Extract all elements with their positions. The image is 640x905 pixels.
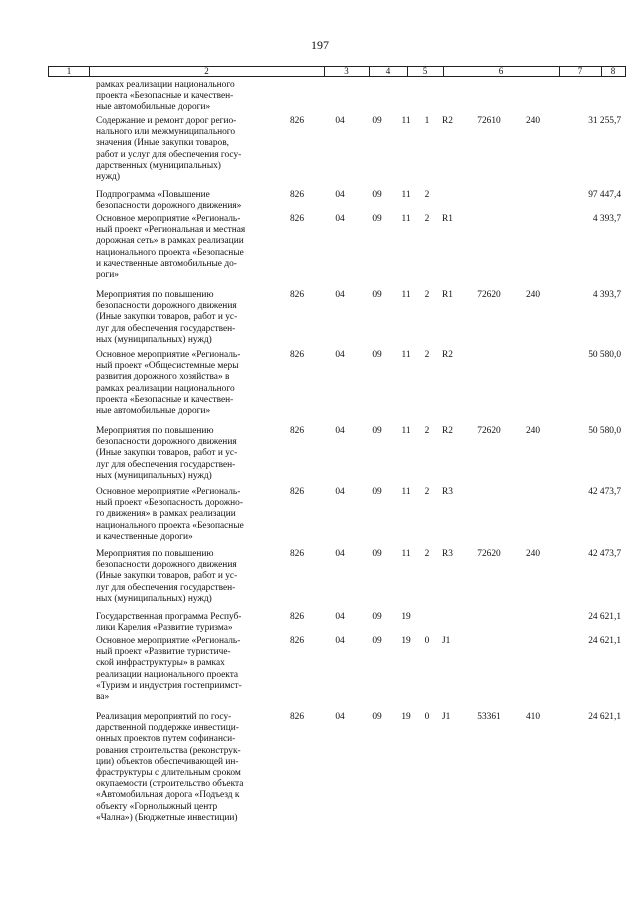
cell-project: R2 <box>442 116 453 126</box>
cell-col-4: 04 <box>335 116 345 126</box>
cell-program: 19 <box>401 636 411 646</box>
description-line: дарственных (муниципальных) <box>96 160 221 171</box>
description-line: лики Карелия «Развитие туризма» <box>96 623 233 634</box>
cell-project: R2 <box>442 350 453 360</box>
row-description <box>96 426 274 482</box>
cell-project: R3 <box>442 549 453 559</box>
row-description <box>96 636 274 703</box>
description-line: ные автомобильные дороги» <box>96 102 211 113</box>
cell-col-5: 09 <box>372 636 382 646</box>
cell-program: 11 <box>401 290 411 300</box>
header-col-5: 5 <box>422 66 428 76</box>
description-line: Подпрограмма «Повышение <box>96 190 210 200</box>
cell-col-3: 826 <box>289 350 305 360</box>
description-line: рования строительства (реконструк- <box>96 745 241 756</box>
cell-project: R1 <box>442 214 453 224</box>
description-line: ный проект «Общесистемные меры <box>96 361 239 372</box>
description-line: ный проект «Развитие туристиче- <box>96 647 231 658</box>
cell-col-3: 826 <box>289 214 305 224</box>
description-line: ный проект «Безопасность дорожно- <box>96 498 243 509</box>
cell-col-5: 09 <box>372 350 382 360</box>
description-line: Мероприятия по повышению <box>96 549 214 559</box>
cell-program: 11 <box>401 487 411 497</box>
description-line: ции) объектов обеспечивающей ин- <box>96 756 239 767</box>
description-line: безопасности дорожного движения <box>96 560 237 571</box>
description-line: рамках реализации национального <box>96 383 235 394</box>
description-line: ва» <box>96 692 110 703</box>
cell-direction: 72620 <box>477 426 501 436</box>
description-line: и качественные дороги» <box>96 531 193 542</box>
cell-project: R2 <box>442 426 453 436</box>
cell-col-4: 04 <box>335 636 345 646</box>
description-line: Основное мероприятие «Региональ- <box>96 214 241 224</box>
description-line: проекта «Безопасные и качествен- <box>96 394 234 405</box>
cell-col-3: 826 <box>289 426 305 436</box>
cell-subprogram: 0 <box>424 636 430 646</box>
description-line: дорожная сеть» в рамках реализации <box>96 236 244 247</box>
cell-col-4: 04 <box>335 487 345 497</box>
cell-program: 19 <box>401 712 411 722</box>
cell-col-7: 240 <box>525 116 541 126</box>
description-line: нального или межмуниципального <box>96 127 236 138</box>
cell-col-7: 240 <box>525 426 541 436</box>
cell-col-4: 04 <box>335 712 345 722</box>
cell-subprogram: 2 <box>424 290 430 300</box>
cell-program: 11 <box>401 214 411 224</box>
description-line: ных (муниципальных) нужд) <box>96 334 212 345</box>
cell-project: R1 <box>442 290 453 300</box>
cell-direction: 72620 <box>477 290 501 300</box>
cell-project: J1 <box>442 712 451 722</box>
header-col-3: 3 <box>344 66 349 76</box>
cell-col-5: 09 <box>372 116 382 126</box>
description-line: луг для обеспечения государствен- <box>96 323 236 334</box>
description-line: онных проектов путем софинанси- <box>96 734 236 745</box>
description-line: (Иные закупки товаров, работ и ус- <box>96 448 238 459</box>
header-col-1: 1 <box>66 66 72 76</box>
cell-col-5: 09 <box>372 612 382 622</box>
cell-col-4: 04 <box>335 549 345 559</box>
cell-col-3: 826 <box>289 612 305 622</box>
cell-program: 11 <box>401 350 411 360</box>
row-description <box>96 80 274 114</box>
description-line: Государственная программа Респуб- <box>96 612 242 622</box>
cell-amount: 50 580,0 <box>588 350 621 360</box>
description-line: го движения» в рамках реализации <box>96 509 236 520</box>
table-header <box>48 66 626 77</box>
cell-subprogram: 2 <box>424 487 430 497</box>
cell-col-4: 04 <box>335 214 345 224</box>
cell-program: 11 <box>401 190 411 200</box>
description-line: ской инфраструктуры» в рамках <box>96 658 225 669</box>
cell-col-3: 826 <box>289 290 305 300</box>
cell-col-5: 09 <box>372 290 382 300</box>
cell-col-7: 240 <box>525 549 541 559</box>
cell-col-3: 826 <box>289 116 305 126</box>
description-line: реализации национального проекта <box>96 669 239 680</box>
cell-direction: 53361 <box>477 712 501 722</box>
cell-amount: 24 621,1 <box>588 612 621 622</box>
cell-col-5: 09 <box>372 426 382 436</box>
description-line: Основное мероприятие «Региональ- <box>96 636 241 646</box>
description-line: Содержание и ремонт дорог регио- <box>96 116 237 126</box>
cell-col-4: 04 <box>335 290 345 300</box>
description-line: «Туризм и индустрия гостеприимст- <box>96 680 242 691</box>
cell-col-5: 09 <box>372 549 382 559</box>
description-line: национального проекта «Безопасные <box>96 247 244 258</box>
description-line: ных (муниципальных) нужд) <box>96 593 212 604</box>
row-description <box>96 116 274 183</box>
header-col-4: 4 <box>385 66 391 76</box>
description-line: «Чална») (Бюджетные инвестиции) <box>96 812 238 823</box>
row-description <box>96 190 274 212</box>
cell-col-7: 240 <box>525 290 541 300</box>
description-line: луг для обеспечения государствен- <box>96 459 236 470</box>
cell-subprogram: 2 <box>424 190 430 200</box>
description-line: роги» <box>96 270 119 281</box>
cell-amount: 42 473,7 <box>588 487 621 497</box>
cell-col-3: 826 <box>289 549 305 559</box>
description-line: (Иные закупки товаров, работ и ус- <box>96 312 238 323</box>
cell-program: 11 <box>401 549 411 559</box>
cell-col-5: 09 <box>372 190 382 200</box>
description-line: Мероприятия по повышению <box>96 290 214 300</box>
cell-col-3: 826 <box>289 190 305 200</box>
cell-subprogram: 2 <box>424 350 430 360</box>
row-description <box>96 549 274 605</box>
description-line: ных (муниципальных) нужд) <box>96 470 212 481</box>
description-line: «Автомобильная дорога «Подъезд к <box>96 790 240 801</box>
page-number: 197 <box>311 38 329 52</box>
row-description <box>96 214 274 281</box>
cell-amount: 50 580,0 <box>588 426 621 436</box>
cell-direction: 72610 <box>477 116 501 126</box>
cell-project: J1 <box>442 636 451 646</box>
cell-amount: 24 621,1 <box>588 712 621 722</box>
cell-amount: 97 447,4 <box>588 190 621 200</box>
cell-amount: 24 621,1 <box>588 636 621 646</box>
cell-program: 19 <box>401 612 411 622</box>
description-line: дарственной поддержке инвестици- <box>96 723 239 734</box>
cell-col-7: 410 <box>525 712 541 722</box>
cell-col-4: 04 <box>335 350 345 360</box>
description-line: Основное мероприятие «Региональ- <box>96 350 241 360</box>
cell-program: 11 <box>401 116 411 126</box>
cell-col-5: 09 <box>372 214 382 224</box>
description-line: безопасности дорожного движения <box>96 301 237 312</box>
cell-col-4: 04 <box>335 190 345 200</box>
description-line: ный проект «Региональная и местная <box>96 225 246 236</box>
cell-amount: 4 393,7 <box>592 214 621 224</box>
description-line: национального проекта «Безопасные <box>96 520 244 531</box>
description-line: Реализация мероприятий по госу- <box>96 712 232 722</box>
description-line: (Иные закупки товаров, работ и ус- <box>96 571 238 582</box>
header-col-7: 7 <box>577 66 583 76</box>
cell-subprogram: 2 <box>424 549 430 559</box>
header-col-2: 2 <box>204 66 209 76</box>
row-description <box>96 290 274 346</box>
cell-col-4: 04 <box>335 426 345 436</box>
header-col-6: 6 <box>498 66 504 76</box>
row-description <box>96 712 274 824</box>
description-line: безопасности дорожного движения <box>96 437 237 448</box>
description-line: нужд) <box>96 172 120 183</box>
description-line: ные автомобильные дороги» <box>96 406 211 417</box>
cell-amount: 31 255,7 <box>588 116 621 126</box>
cell-subprogram: 0 <box>424 712 430 722</box>
description-line: развития дорожного хозяйства» в <box>96 372 230 383</box>
cell-direction: 72620 <box>477 549 501 559</box>
cell-program: 11 <box>401 426 411 436</box>
description-line: проекта «Безопасные и качествен- <box>96 91 234 102</box>
description-line: луг для обеспечения государствен- <box>96 582 236 593</box>
cell-amount: 42 473,7 <box>588 549 621 559</box>
description-line: объекту «Горнолыжный центр <box>96 801 218 812</box>
cell-col-5: 09 <box>372 487 382 497</box>
description-line: безопасности дорожного движения» <box>96 201 242 212</box>
description-line: значения (Иные закупки товаров, <box>96 138 229 149</box>
cell-col-5: 09 <box>372 712 382 722</box>
cell-col-4: 04 <box>335 612 345 622</box>
description-line: окупаемости (строительство объекта <box>96 779 244 790</box>
description-line: Основное мероприятие «Региональ- <box>96 487 241 497</box>
cell-col-3: 826 <box>289 712 305 722</box>
cell-amount: 4 393,7 <box>592 290 621 300</box>
row-description <box>96 487 274 543</box>
header-col-8: 8 <box>610 66 616 76</box>
description-line: Мероприятия по повышению <box>96 426 214 436</box>
row-description <box>96 612 274 634</box>
description-line: рамках реализации национального <box>96 80 235 90</box>
description-line: и качественные автомобильные до- <box>96 258 237 269</box>
cell-subprogram: 2 <box>424 426 430 436</box>
cell-col-3: 826 <box>289 636 305 646</box>
row-description <box>96 350 274 417</box>
description-line: работ и услуг для обеспечения госу- <box>96 149 242 160</box>
cell-col-3: 826 <box>289 487 305 497</box>
cell-project: R3 <box>442 487 453 497</box>
description-line: фраструктуры с длительным сроком <box>96 768 241 779</box>
cell-subprogram: 1 <box>424 116 430 126</box>
cell-subprogram: 2 <box>424 214 430 224</box>
